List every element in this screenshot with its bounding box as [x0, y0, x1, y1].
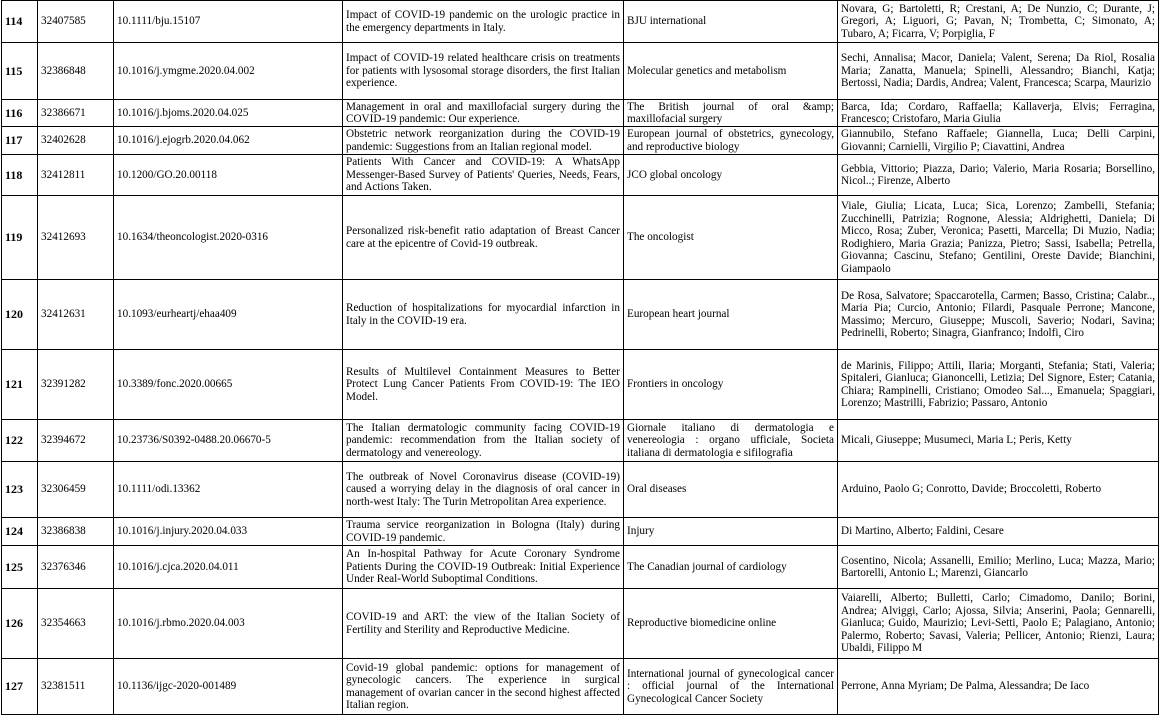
publications-table: [1, 0, 1159, 715]
doi-cell: 10.1200/GO.20.00118: [114, 155, 343, 196]
pmid-cell: 32306459: [38, 462, 114, 518]
journal-cell: BJU international: [624, 1, 838, 43]
doi-cell: 10.1016/j.bjoms.2020.04.025: [114, 100, 343, 127]
authors-cell: Micali, Giuseppe; Musumeci, Maria L; Peris, Ketty: [838, 420, 1159, 462]
pmid-cell: 32412811: [38, 155, 114, 196]
pmid-cell: 32412631: [38, 280, 114, 350]
authors-cell: Viale, Giulia; Licata, Luca; Sica, Lorenzo; Zambelli, Stefania; Zucchinelli, Patrizia; Rognone, Alessia; Aldrighetti, Daniela; Di Micco, Rosa; Zuber, Veronica; Pasetti, Marcella; Di Muzio, Nadia; Rodighiero, Maria Grazia; Panizza, Pietro; Sassi, Isabella; Petrella, Giovanna; Cascinu, Stefano; Gentilini, Oreste Davide; Bianchini, Giampaolo: [838, 196, 1159, 280]
journal-cell: European heart journal: [624, 280, 838, 350]
authors-cell: De Rosa, Salvatore; Spaccarotella, Carmen; Basso, Cristina; Calabr.., Maria Pia; Curcio, Antonio; Filardi, Pasquale Perrone; Mancone, Massimo; Mercuro, Giuseppe; Muscoli, Saverio; Nodari, Savina; Pedrinelli, Roberto; Sinagra, Gianfranco; Indolfi, Ciro: [838, 280, 1159, 350]
pmid-cell: 32391282: [38, 350, 114, 420]
authors-cell: Gebbia, Vittorio; Piazza, Dario; Valerio, Maria Rosaria; Borsellino, Nicol..; Firenze, Alberto: [838, 155, 1159, 196]
journal-cell: Frontiers in oncology: [624, 350, 838, 420]
authors-cell: Giannubilo, Stefano Raffaele; Giannella, Luca; Delli Carpini, Giovanni; Carnielli, Virgilio P; Ciavattini, Andrea: [838, 127, 1159, 155]
pmid-cell: 32394672: [38, 420, 114, 462]
journal-cell: European journal of obstetrics, gynecology, and reproductive biology: [624, 127, 838, 155]
journal-cell: Giornale italiano di dermatologia e venereologia : organo ufficiale, Societa italiana di dermatologia e sifilografia: [624, 420, 838, 462]
authors-cell: Cosentino, Nicola; Assanelli, Emilio; Merlino, Luca; Mazza, Mario; Bartorelli, Antonio L; Marenzi, Giancarlo: [838, 546, 1159, 589]
row-number: 124: [2, 518, 38, 546]
table-row: [2, 420, 1159, 462]
table-row: [2, 1, 1159, 43]
journal-cell: The British journal of oral &amp; maxillofacial surgery: [624, 100, 838, 127]
pmid-cell: 32386838: [38, 518, 114, 546]
authors-cell: Perrone, Anna Myriam; De Palma, Alessandra; De Iaco: [838, 659, 1159, 715]
doi-cell: 10.1111/bju.15107: [114, 1, 343, 43]
pmid-cell: 32381511: [38, 659, 114, 715]
authors-cell: Arduino, Paolo G; Conrotto, Davide; Broccoletti, Roberto: [838, 462, 1159, 518]
row-number: 117: [2, 127, 38, 155]
journal-cell: The oncologist: [624, 196, 838, 280]
table-row: [2, 462, 1159, 518]
title-cell: Personalized risk-benefit ratio adaptation of Breast Cancer care at the epicentre of Covid-19 outbreak.: [343, 196, 624, 280]
title-cell: Trauma service reorganization in Bologna (Italy) during COVID-19 pandemic.: [343, 518, 624, 546]
title-cell: Covid-19 global pandemic: options for management of gynecologic cancers. The experience in surgical management of ovarian cancer in the second highest affected Italian region.: [343, 659, 624, 715]
doi-cell: 10.1016/j.rbmo.2020.04.003: [114, 589, 343, 659]
table-body: [2, 1, 1159, 715]
pmid-cell: 32386671: [38, 100, 114, 127]
authors-cell: Vaiarelli, Alberto; Bulletti, Carlo; Cimadomo, Danilo; Borini, Andrea; Alviggi, Carlo; Ajossa, Silvia; Anserini, Paola; Gennarelli, Gianluca; Guido, Maurizio; Levi-Setti, Paolo E; Palagiano, Antonio; Palermo, Roberto; Savasi, Valeria; Pellicer, Antonio; Rienzi, Laura; Ubaldi, Filippo M: [838, 589, 1159, 659]
pmid-cell: 32402628: [38, 127, 114, 155]
table-row: [2, 518, 1159, 546]
row-number: 120: [2, 280, 38, 350]
table-row: [2, 546, 1159, 589]
doi-cell: 10.1016/j.injury.2020.04.033: [114, 518, 343, 546]
doi-cell: 10.1016/j.ymgme.2020.04.002: [114, 43, 343, 100]
row-number: 115: [2, 43, 38, 100]
doi-cell: 10.1111/odi.13362: [114, 462, 343, 518]
authors-cell: Sechi, Annalisa; Macor, Daniela; Valent, Serena; Da Riol, Rosalia Maria; Zanatta, Manuela; Spinelli, Alessandro; Bianchi, Katja; Bertossi, Nadia; Dardis, Andrea; Valent, Francesca; Scarpa, Maurizio: [838, 43, 1159, 100]
pmid-cell: 32386848: [38, 43, 114, 100]
authors-cell: Barca, Ida; Cordaro, Raffaella; Kallaverja, Elvis; Ferragina, Francesco; Cristofaro, Maria Giulia: [838, 100, 1159, 127]
doi-cell: 10.1016/j.cjca.2020.04.011: [114, 546, 343, 589]
row-number: 122: [2, 420, 38, 462]
doi-cell: 10.23736/S0392-0488.20.06670-5: [114, 420, 343, 462]
row-number: 126: [2, 589, 38, 659]
doi-cell: 10.1093/eurheartj/ehaa409: [114, 280, 343, 350]
row-number: 123: [2, 462, 38, 518]
table-row: [2, 155, 1159, 196]
title-cell: COVID-19 and ART: the view of the Italian Society of Fertility and Sterility and Reproductive Medicine.: [343, 589, 624, 659]
authors-cell: Novara, G; Bartoletti, R; Crestani, A; De Nunzio, C; Durante, J; Gregori, A; Liguori, G; Pavan, N; Trombetta, C; Simonato, A; Tubaro, A; Ficarra, V; Porpiglia, F: [838, 1, 1159, 43]
title-cell: Patients With Cancer and COVID-19: A WhatsApp Messenger-Based Survey of Patients' Queries, Needs, Fears, and Actions Taken.: [343, 155, 624, 196]
title-cell: Results of Multilevel Containment Measures to Better Protect Lung Cancer Patients From COVID-19: The IEO Model.: [343, 350, 624, 420]
journal-cell: Injury: [624, 518, 838, 546]
journal-cell: Reproductive biomedicine online: [624, 589, 838, 659]
title-cell: The outbreak of Novel Coronavirus disease (COVID-19) caused a worrying delay in the diagnosis of oral cancer in north-west Italy: The Turin Metropolitan Area experience.: [343, 462, 624, 518]
table-row: [2, 589, 1159, 659]
row-number: 125: [2, 546, 38, 589]
row-number: 116: [2, 100, 38, 127]
journal-cell: Oral diseases: [624, 462, 838, 518]
row-number: 114: [2, 1, 38, 43]
authors-cell: Di Martino, Alberto; Faldini, Cesare: [838, 518, 1159, 546]
title-cell: The Italian dermatologic community facing COVID-19 pandemic: recommendation from the Italian society of dermatology and venereology.: [343, 420, 624, 462]
title-cell: Impact of COVID-19 related healthcare crisis on treatments for patients with lysosomal storage disorders, the first Italian experience.: [343, 43, 624, 100]
journal-cell: International journal of gynecological cancer : official journal of the International Gynecological Cancer Society: [624, 659, 838, 715]
table-row: [2, 127, 1159, 155]
row-number: 119: [2, 196, 38, 280]
pmid-cell: 32407585: [38, 1, 114, 43]
row-number: 121: [2, 350, 38, 420]
row-number: 118: [2, 155, 38, 196]
pmid-cell: 32354663: [38, 589, 114, 659]
table-row: [2, 196, 1159, 280]
title-cell: Management in oral and maxillofacial surgery during the COVID-19 pandemic: Our experience.: [343, 100, 624, 127]
pmid-cell: 32412693: [38, 196, 114, 280]
journal-cell: Molecular genetics and metabolism: [624, 43, 838, 100]
doi-cell: 10.1016/j.ejogrb.2020.04.062: [114, 127, 343, 155]
table-row: [2, 100, 1159, 127]
authors-cell: de Marinis, Filippo; Attili, Ilaria; Morganti, Stefania; Stati, Valeria; Spitaleri, Gianluca; Gianoncelli, Letizia; Del Signore, Ester; Catania, Chiara; Rampinelli, Cristiano; Omodeo Sal..., Emanuela; Spaggiari, Lorenzo; Mastrilli, Fabrizio; Passaro, Antonio: [838, 350, 1159, 420]
pmid-cell: 32376346: [38, 546, 114, 589]
table-row: [2, 659, 1159, 715]
table-row: [2, 280, 1159, 350]
title-cell: Impact of COVID-19 pandemic on the urologic practice in the emergency departments in Italy.: [343, 1, 624, 43]
doi-cell: 10.3389/fonc.2020.00665: [114, 350, 343, 420]
row-number: 127: [2, 659, 38, 715]
title-cell: Obstetric network reorganization during the COVID-19 pandemic: Suggestions from an Italian regional model.: [343, 127, 624, 155]
table-row: [2, 43, 1159, 100]
title-cell: An In-hospital Pathway for Acute Coronary Syndrome Patients During the COVID-19 Outbreak: Initial Experience Under Real-World Suboptimal Conditions.: [343, 546, 624, 589]
journal-cell: JCO global oncology: [624, 155, 838, 196]
journal-cell: The Canadian journal of cardiology: [624, 546, 838, 589]
title-cell: Reduction of hospitalizations for myocardial infarction in Italy in the COVID-19 era.: [343, 280, 624, 350]
doi-cell: 10.1136/ijgc-2020-001489: [114, 659, 343, 715]
doi-cell: 10.1634/theoncologist.2020-0316: [114, 196, 343, 280]
table-row: [2, 350, 1159, 420]
